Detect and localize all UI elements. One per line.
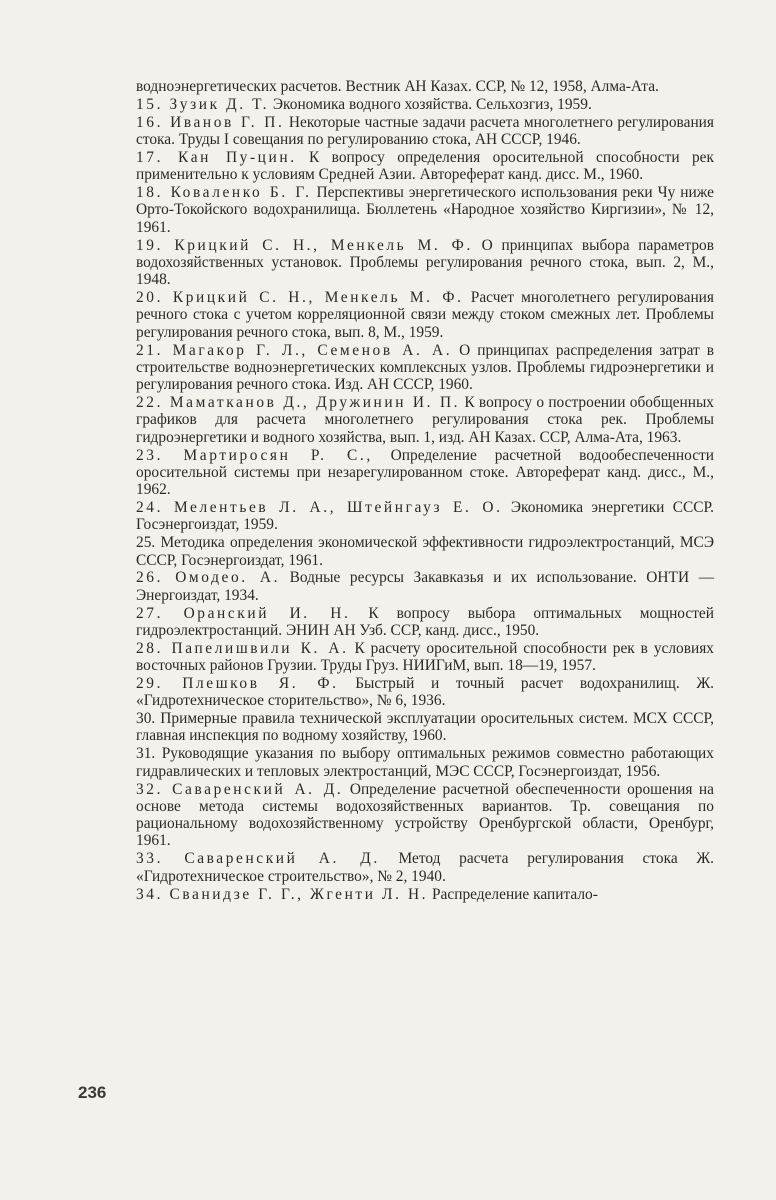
reference-item bbox=[136, 534, 714, 569]
reference-author: 28. Папелишвили К. А. bbox=[136, 639, 349, 657]
reference-text: 25. Методика определения экономической эффективности гидроэлектростанций, МСЭ СССР, Госэнергоиздат, 1961. bbox=[136, 534, 714, 569]
reference-text: Экономика водного хозяйства. Сельхозгиз, 1959. bbox=[269, 95, 592, 113]
reference-item bbox=[136, 184, 714, 236]
reference-item bbox=[136, 237, 714, 289]
reference-text: Водные ресурсы Закавказья и их использование. ОНТИ — Энергоиздат, 1934. bbox=[136, 569, 714, 604]
reference-item bbox=[136, 499, 714, 534]
reference-item bbox=[136, 640, 714, 675]
reference-text: Определение расчетной обеспеченности орошения на основе метода системы водохозяйственных вариантов. Тр. совещания по рациональному водохозяйственному устройству Оренбургской области, Оренбург, 1961. bbox=[136, 780, 714, 850]
reference-text: К вопросу выбора оптимальных мощностей гидроэлектростанций. ЭНИН АН Узб. ССР, канд. дисс., 1950. bbox=[136, 604, 715, 639]
reference-text: Экономика энергетики СССР. Госэнергоиздат, 1959. bbox=[136, 499, 714, 534]
reference-author: 24. Мелентьев Л. А., Штейнгауз Е. О. bbox=[136, 499, 503, 517]
reference-text: 30. Примерные правила технической эксплуатации оросительных систем. МСХ СССР, главная инспекция по водному хозяйству, 1960. bbox=[136, 710, 714, 745]
reference-item bbox=[136, 569, 714, 604]
reference-item bbox=[136, 850, 714, 885]
reference-text: К расчету оросительной способности рек в условиях восточных районов Грузии. Труды Груз. НИИГиМ, вып. 18—19, 1957. bbox=[136, 639, 714, 675]
reference-text: О принципах распределения затрат в строительстве водноэнергетических комплексных узлов. Проблемы гидроэнергетики и регулирования речного стока. Изд. АН СССР, 1960. bbox=[136, 341, 715, 394]
reference-item bbox=[136, 781, 714, 850]
reference-text: Расчет многолетнего регулирования речного стока с учетом корреляционной связи между стоком смежных лет. Проблемы регулирования речного стока, вып. 8, М., 1959. bbox=[136, 289, 715, 341]
reference-author: 34. Сванидзе Г. Г., Жгенти Л. Н. bbox=[136, 885, 429, 903]
reference-item bbox=[136, 745, 714, 780]
reference-text: К вопросу определения оросительной способности рек применительно к условиям Средней Азии. Автореферат канд. дисс. М., 1960. bbox=[136, 148, 714, 184]
reference-item bbox=[136, 289, 714, 341]
reference-text: Распределение капитало- bbox=[428, 885, 598, 903]
reference-author: 16. Иванов Г. П. bbox=[136, 113, 285, 131]
reference-author: 23. Мартиросян Р. С., bbox=[136, 446, 373, 464]
reference-item bbox=[136, 394, 714, 446]
reference-text: Быстрый и точный расчет водохранилищ. Ж. «Гидротехническое сторительство», № 6, 1936. bbox=[136, 675, 714, 710]
reference-text: Определение расчетной водообеспеченности оросительной системы при незарегулированном стоке. Автореферат канд. дисс., М., 1962. bbox=[136, 446, 714, 499]
reference-item bbox=[136, 886, 714, 903]
reference-item bbox=[136, 114, 714, 149]
reference-item bbox=[136, 342, 714, 394]
reference-text: 31. Руководящие указания по выбору оптимальных режимов совместно работающих гидравлических и тепловых электростанций, МЭС СССР, Госэнергоиздат, 1956. bbox=[136, 745, 714, 780]
reference-text: водноэнергетических расчетов. Вестник АН Казах. ССР, № 12, 1958, Алма-Ата. bbox=[136, 78, 659, 95]
reference-item bbox=[136, 710, 714, 745]
reference-author: 26. Омодео. А. bbox=[136, 569, 281, 587]
reference-text: О принципах выбора параметров водохозяйственных установок. Проблемы регулирования речного стока, вып. 2, М., 1948. bbox=[136, 236, 714, 289]
reference-author: 22. Маматканов Д., Дружинин И. П. bbox=[136, 394, 461, 412]
reference-continuation bbox=[136, 78, 714, 95]
reference-author: 19. Крицкий С. Н., Менкель М. Ф. bbox=[136, 236, 473, 254]
reference-author: 32. Саваренский А. Д. bbox=[136, 780, 344, 798]
reference-text: К вопросу о построении обобщенных графиков для расчета многолетнего регулирования стока рек. Проблемы гидроэнергетики и водного хозяйства, вып. 1, изд. АН Казах. ССР, Алма-Ата, 1963. bbox=[136, 394, 715, 446]
reference-author: 29. Плешков Я. Ф. bbox=[136, 675, 339, 692]
reference-item bbox=[136, 149, 714, 184]
reference-author: 20. Крицкий С. Н., Менкель М. Ф. bbox=[136, 289, 464, 307]
reference-author: 27. Оранский И. Н. bbox=[136, 604, 351, 622]
reference-item bbox=[136, 605, 714, 640]
reference-item bbox=[136, 447, 714, 499]
reference-author: 21. Магакор Г. Л., Семенов А. А. bbox=[136, 341, 453, 359]
reference-item bbox=[136, 675, 714, 710]
bibliography-list bbox=[136, 78, 714, 903]
reference-item bbox=[136, 96, 714, 113]
reference-text: Метод расчета регулирования стока Ж. «Гидротехническое строительство», № 2, 1940. bbox=[136, 850, 714, 885]
page-number: 236 bbox=[78, 1083, 107, 1102]
reference-author: 18. Коваленко Б. Г. bbox=[136, 184, 312, 202]
reference-text: Некоторые частные задачи расчета многолетнего регулирования стока. Труды I совещания по регулированию стока, АН СССР, 1946. bbox=[136, 113, 714, 149]
reference-text: Перспективы энергетического использования реки Чу ниже Орто-Токойского водохранилища. Бюллетень «Народное хозяйство Киргизии», № 12, 1961. bbox=[136, 184, 714, 236]
reference-author: 15. Зузик Д. Т. bbox=[136, 95, 270, 113]
reference-author: 33. Саваренский А. Д. bbox=[136, 850, 380, 868]
reference-author: 17. Кан Пу-цин. bbox=[136, 148, 297, 166]
